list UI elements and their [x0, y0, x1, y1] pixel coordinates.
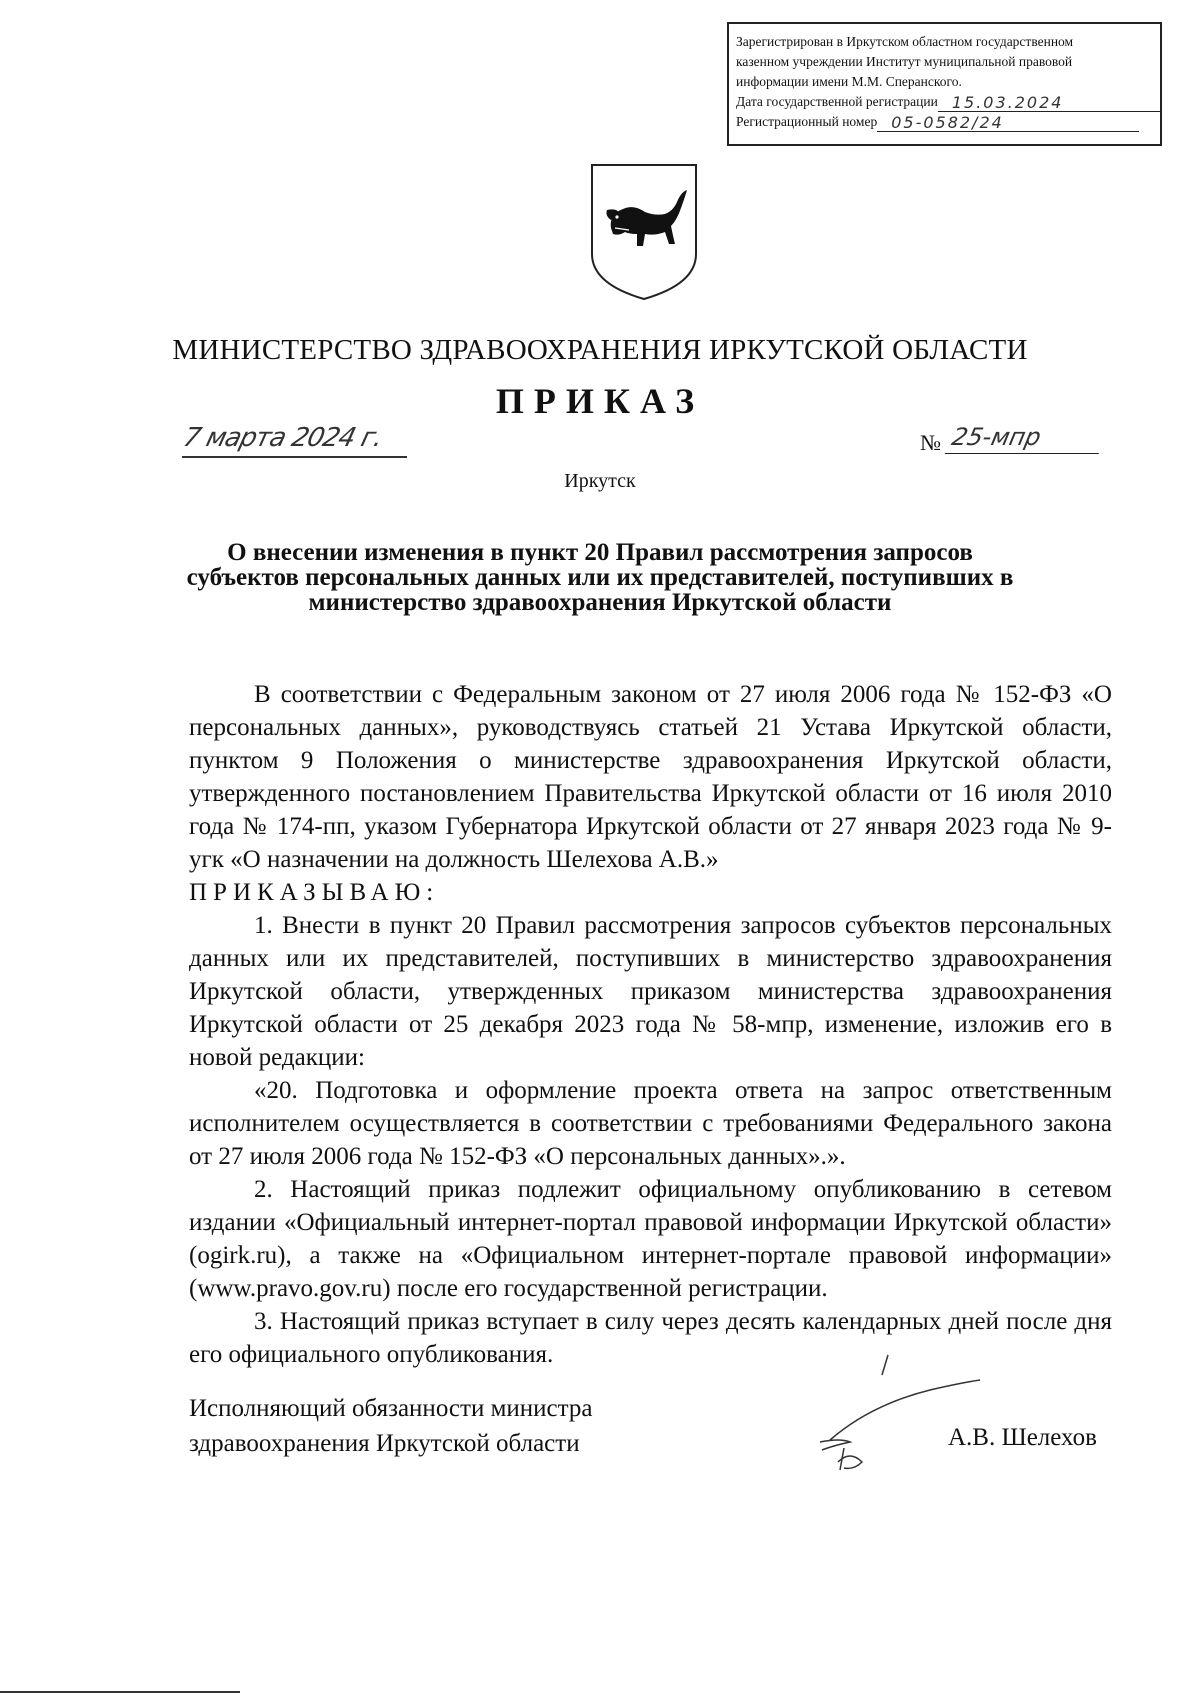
registration-number-label: Регистрационный номер [736, 114, 878, 129]
document-body [189, 678, 1112, 1371]
signatory-position-line-2: здравоохранения Иркутской области [189, 1430, 580, 1457]
item-2-paragraph: 2. Настоящий приказ подлежит официальному опубликованию в сетевом издании «Официальный интернет-портал правовой информации Иркутской области» (ogirk.ru), а также на «Официальном интернет-портале правовой информации» (www.pravo.gov.ru) после его государственной регистрации. [189, 1176, 1112, 1302]
registration-number-row [736, 112, 1152, 132]
signatory-name: А.В. Шелехов [948, 1424, 1097, 1451]
order-date-handwritten: 7 марта 2024 г. [180, 423, 386, 453]
page-edge-line [0, 1691, 240, 1693]
registration-stamp [727, 22, 1162, 146]
registration-date-row [736, 92, 1152, 112]
title-line-2: субъектов персональных данных или их представителей, поступивших в [186, 564, 1014, 591]
document-title [0, 540, 1200, 615]
title-line-1: О внесении изменения в пункт 20 Правил рассмотрения запросов [227, 539, 973, 566]
ministry-name: МИНИСТЕРСТВО ЗДРАВООХРАНЕНИЯ ИРКУТСКОЙ ОБЛАСТИ [172, 334, 1028, 366]
signatory-position-line-1: Исполняющий обязанности министра [189, 1395, 593, 1422]
order-number-handwritten: 25-мпр [945, 423, 1106, 454]
item-3-paragraph: 3. Настоящий приказ вступает в силу через десять календарных дней после дня его официального опубликования. [189, 1308, 1112, 1368]
registration-date-value: 15.03.2024 [938, 94, 1160, 112]
order-number-label: № [920, 430, 941, 455]
preamble-paragraph: В соответствии с Федеральным законом от 27 июля 2006 года № 152-ФЗ «О персональных данных», руководствуясь статьей 21 Устава Иркутской области, пунктом 9 Положения о министерстве здравоохранения Иркутской области, утвержденного постановлением Правительства Иркутской области от 16 июля 2010 года № 174-пп, указом Губернатора Иркутской области от 27 января 2023 года № 9-угк «О назначении на должность Шелехова А.В.» [189, 681, 1112, 873]
registration-line-2: казенном учреждении Институт муниципальной правовой [736, 54, 1073, 69]
title-line-3: министерство здравоохранения Иркутской области [308, 589, 892, 616]
city: Иркутск [564, 470, 636, 492]
item-1-quote-paragraph: «20. Подготовка и оформление проекта ответа на запрос ответственным исполнителем осуществляется в соответствии с требованиями Федерального закона от 27 июля 2006 года № 152-ФЗ «О персональных данных».». [189, 1077, 1112, 1170]
registration-number-value: 05-0582/24 [877, 114, 1139, 132]
document-type-heading: ПРИКАЗ [495, 381, 705, 421]
coat-of-arms-emblem [589, 162, 699, 302]
order-date-underline [182, 456, 407, 458]
prikazyvayu-line: ПРИКАЗЫВАЮ: [189, 879, 440, 906]
registration-line-1: Зарегистрирован в Иркутском областном государственном [736, 34, 1074, 49]
signatory-position [189, 1391, 592, 1461]
item-1-paragraph: 1. Внести в пункт 20 Правил рассмотрения запросов субъектов персональных данных или их представителей, поступивших в министерство здравоохранения Иркутской области, утвержденных приказом министерства здравоохранения Иркутской области от 25 декабря 2023 года № 58-мпр, изменение, изложив его в новой редакции: [189, 912, 1112, 1071]
handwritten-signature [810, 1350, 985, 1485]
registration-date-label: Дата государственной регистрации [736, 94, 938, 109]
babr-animal-icon [607, 190, 688, 246]
registration-line-3: информации имени М.М. Сперанского. [736, 74, 962, 89]
